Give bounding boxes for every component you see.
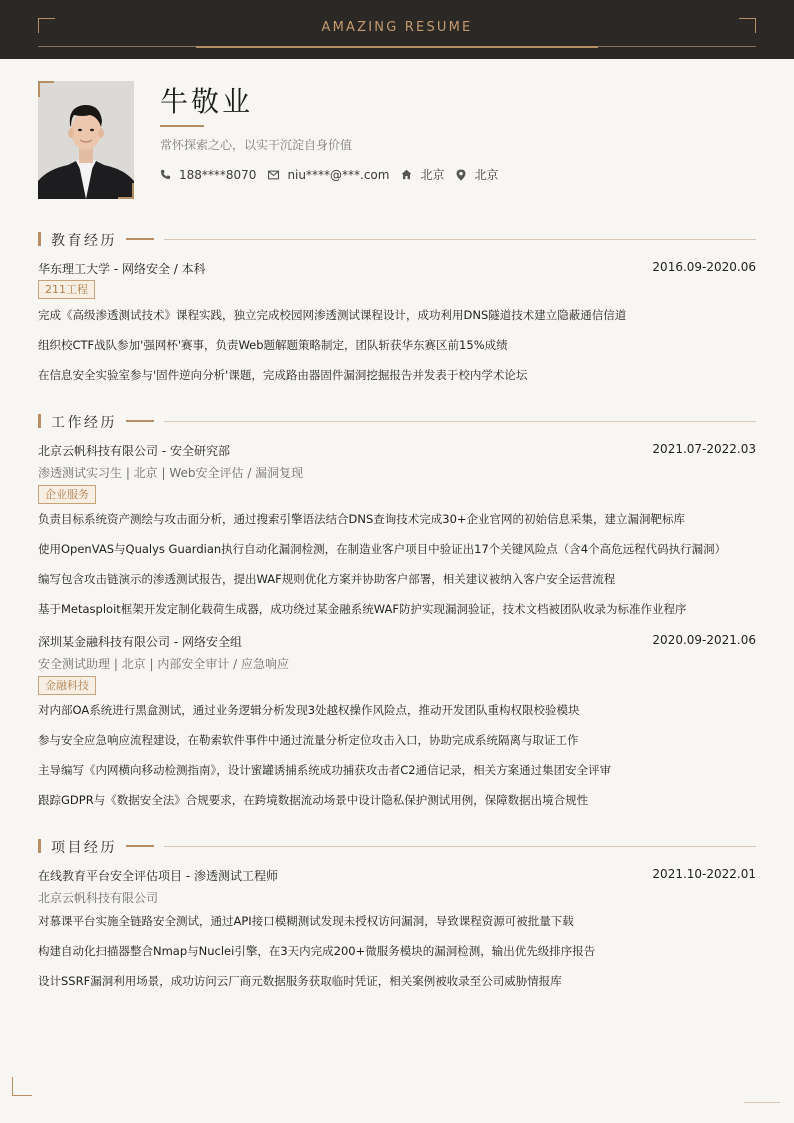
banner-accent-line — [196, 46, 598, 48]
project-title: 在线教育平台安全评估项目 - 渗透测试工程师 — [38, 869, 278, 883]
work-bullet: 负责目标系统资产测绘与攻击面分析，通过搜索引擎语法结合DNS查询技术完成30+企业官网的初始信息采集，建立漏洞靶标库 — [38, 512, 686, 526]
candidate-name: 牛敬业 — [160, 85, 254, 118]
work-bullet: 使用OpenVAS与Qualys Guardian执行自动化漏洞检测，在制造业客户项目中验证出17个关键风险点（含4个高危远程代码执行漏洞） — [38, 542, 727, 556]
education-bullet: 组织校CTF战队参加'强网杯'赛事，负责Web题解题策略制定，团队斩获华东赛区前15%成绩 — [38, 338, 508, 352]
home-icon — [401, 169, 412, 180]
map-pin-icon — [456, 169, 466, 181]
work-role: 安全测试助理 | 北京 | 内部安全审计 / 应急响应 — [38, 657, 290, 671]
contact-row — [160, 166, 510, 183]
profile-photo — [38, 81, 134, 199]
work-bullet: 对内部OA系统进行黑盒测试，通过业务逻辑分析发现3处越权操作风险点，推动开发团队重构权限校验模块 — [38, 703, 580, 717]
work-bullet: 参与安全应急响应流程建设，在勒索软件事件中通过流量分析定位攻击入口，协助完成系统隔离与取证工作 — [38, 733, 579, 747]
work-entry-heading — [38, 633, 756, 650]
contact-location — [401, 166, 444, 183]
photo-corner-bottom-right — [118, 183, 134, 199]
project-bullet: 设计SSRF漏洞利用场景，成功访问云厂商元数据服务获取临时凭证，相关案例被收录至公司威胁情报库 — [38, 974, 562, 988]
project-entry-heading — [38, 867, 756, 884]
corner-decoration-bottom-left — [12, 1077, 32, 1096]
phone-icon — [160, 169, 171, 180]
work-tag: 企业服务 — [38, 485, 96, 504]
work-company: 深圳某金融科技有限公司 - 网络安全组 — [38, 635, 242, 649]
section-divider — [164, 421, 756, 422]
work-role: 渗透测试实习生 | 北京 | Web安全评估 / 漏洞复现 — [38, 466, 304, 480]
education-entry-heading — [38, 260, 756, 277]
work-date: 2021.07-2022.03 — [652, 442, 756, 456]
contact-email — [268, 168, 389, 182]
education-bullet: 在信息安全实验室参与'固件逆向分析'课题，完成路由器固件漏洞挖掘报告并发表于校内学术论坛 — [38, 368, 528, 382]
education-school: 华东理工大学 - 网络安全 / 本科 — [38, 262, 206, 276]
section-divider — [164, 239, 756, 240]
work-bullet: 跟踪GDPR与《数据安全法》合规要求，在跨境数据流动场景中设计隐私保护测试用例，保障数据出境合规性 — [38, 793, 589, 807]
section-title-education: 教育经历 — [51, 233, 117, 249]
project-bullet: 构建自动化扫描器整合Nmap与Nuclei引擎，在3天内完成200+微服务模块的漏洞检测，输出优先级排序报告 — [38, 944, 596, 958]
section-education — [38, 231, 756, 249]
banner-title: AMAZING RESUME — [321, 20, 473, 35]
work-date: 2020.09-2021.06 — [652, 633, 756, 647]
work-company: 北京云帆科技有限公司 - 安全研究部 — [38, 444, 230, 458]
section-accent-line — [126, 238, 154, 240]
work-bullet: 基于Metasploit框架开发定制化载荷生成器，成功绕过某金融系统WAF防护实现漏洞验证，技术文档被团队收录为标准作业程序 — [38, 602, 687, 616]
education-bullet: 完成《高级渗透测试技术》课程实践，独立完成校园网渗透测试课程设计，成功利用DNS隧道技术建立隐蔽通信信道 — [38, 308, 627, 322]
contact-phone — [160, 168, 256, 182]
contact-city — [456, 166, 498, 183]
project-company: 北京云帆科技有限公司 — [38, 891, 159, 905]
education-date: 2016.09-2020.06 — [652, 260, 756, 274]
section-bar — [38, 839, 41, 853]
section-bar — [38, 414, 41, 428]
mail-icon — [268, 170, 279, 180]
name-underline — [160, 125, 204, 127]
phone-number: 188****8070 — [179, 167, 257, 182]
section-divider — [164, 846, 756, 847]
location-text: 北京 — [420, 168, 445, 182]
work-bullet: 主导编写《内网横向移动检测指南》，设计蜜罐诱捕系统成功捕获攻击者C2通信记录，相关方案通过集团安全评审 — [38, 763, 612, 777]
city-text: 北京 — [474, 168, 499, 182]
section-accent-line — [126, 420, 154, 422]
section-title-projects: 项目经历 — [51, 840, 117, 856]
project-date: 2021.10-2022.01 — [652, 867, 756, 881]
avatar-portrait — [38, 81, 134, 199]
photo-corner-top-left — [38, 81, 54, 97]
work-entry-heading — [38, 442, 756, 459]
section-projects — [38, 838, 756, 856]
section-accent-line — [126, 845, 154, 847]
section-title-work: 工作经历 — [51, 415, 117, 431]
section-work — [38, 413, 756, 431]
work-tag: 金融科技 — [38, 676, 96, 695]
header-banner — [0, 0, 794, 59]
work-bullet: 编写包含攻击链演示的渗透测试报告，提出WAF规则优化方案并协助客户部署，相关建议被纳入客户安全运营流程 — [38, 572, 616, 586]
education-tag: 211工程 — [38, 280, 95, 299]
email-address: niu****@***.com — [287, 167, 390, 182]
bottom-right-divider — [744, 1102, 780, 1103]
project-bullet: 对慕课平台实施全链路安全测试，通过API接口模糊测试发现未授权访问漏洞，导致课程资源可被批量下载 — [38, 914, 574, 928]
section-bar — [38, 232, 41, 246]
candidate-motto: 常怀探索之心，以实干沉淀自身价值 — [160, 138, 353, 152]
